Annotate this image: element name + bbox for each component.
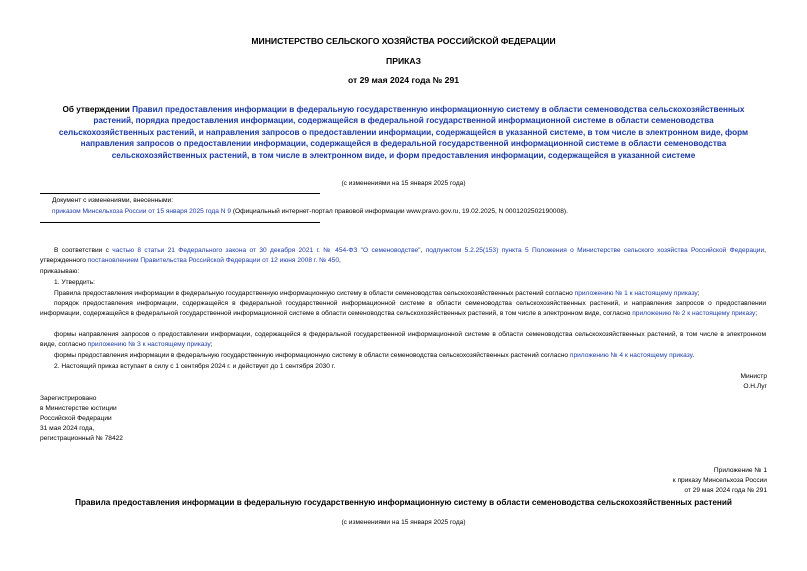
item-2: 2. Настоящий приказ вступает в силу с 1 сентября 2024 г. и действует до 1 сентября 2030 г. xyxy=(54,363,336,370)
item-request-forms xyxy=(40,330,766,351)
signature-position: Министр xyxy=(740,373,767,380)
item-rules xyxy=(40,289,766,299)
item-info-forms-end: . xyxy=(692,352,695,359)
item-info-forms xyxy=(40,351,766,361)
divider-bottom xyxy=(40,222,320,223)
registration-line-4: 31 мая 2024 года, xyxy=(40,425,95,432)
item-procedure-end: ; xyxy=(755,310,758,318)
appendix-line-1: Приложение № 1 xyxy=(713,467,767,474)
item-rules-text: Правила предоставления информации в федеральную государственную информационную систему в области семеноводства сельскохозяйственных растений согласно xyxy=(54,290,575,297)
appendix-caption xyxy=(673,466,767,496)
law-link[interactable]: частью 8 статьи 21 Федерального закона от 30 декабря 2021 г. № 454-ФЗ "О семеноводстве" xyxy=(112,247,421,254)
appendix-title: Правила предоставления информации в федеральную государственную информационную систему в области семеноводства сельскохозяйственных растений xyxy=(75,498,732,507)
amendments-label: Документ с изменениями, внесенными: xyxy=(52,197,174,204)
item-request-forms-end: ; xyxy=(210,341,213,349)
appendix-4-link[interactable]: приложению № 4 к настоящему приказу xyxy=(569,352,693,359)
item-rules-end: ; xyxy=(697,290,700,297)
title-prefix: Об утверждении xyxy=(62,105,133,114)
appendix-changes-note: (с изменениями на 15 января 2025 года) xyxy=(341,519,466,526)
amendment-link[interactable]: приказом Минсельхоза России от 15 января 2025 года N 9 xyxy=(52,208,232,215)
registration-line-3: Российской Федерации xyxy=(40,415,112,422)
preamble-text-1: В соответствии с xyxy=(54,247,113,254)
registration-line-1: Зарегистрировано xyxy=(40,395,97,402)
amendment-source: (Официальный интернет-портал правовой информации www.pravo.gov.ru, 19.02.2025, N 0001202502190008). xyxy=(231,208,568,215)
item-info-forms-text: формы предоставления информации в федеральную государственную информационную систему в области семеноводства сельскохозяйственных растений согласно xyxy=(54,352,570,359)
preamble-paragraph xyxy=(40,246,766,267)
changes-note: (с изменениями на 15 января 2025 года) xyxy=(341,180,466,187)
registration-line-5: регистрационный № 78422 xyxy=(40,435,123,442)
title-link[interactable]: Правил предоставления информации в федеральную государственную информационную систему в области семеноводства сельскохозяйственных растений, порядка предоставления информации, содержащейся в федеральной государственной информационной системе в области семеноводства сельскохозяйственных растений, и направления запросов о предоставлении информации, содержащейся в указанной системе, в том числе в электронном виде, форм направления запросов о предоставлении информации, содержащейся в федеральной государственной информационной системе в области семеноводства сельскохозяйственных растений, в том числе в электронном виде, и форм предоставления информации, содержащейся в указанной системе xyxy=(58,105,749,160)
item-procedure-text: порядок предоставления информации, содержащейся в федеральной государственной информационной системе в области семеноводства сельскохозяйственных растений, и направления запросов о предоставлении информации, содержащейся в федеральной государственной информационной системе в области семеноводства сельскохозяйственных растений, в том числе в электронном виде, согласно xyxy=(40,300,766,318)
order-heading: ПРИКАЗ xyxy=(386,56,421,66)
preamble-text-4: , xyxy=(339,257,341,265)
appendix-1-link[interactable]: приложению № 1 к настоящему приказу xyxy=(574,290,698,297)
signature-name: О.Н.Луг xyxy=(743,383,767,390)
decree-link[interactable]: постановлением Правительства Российской Федерации от 12 июня 2008 г. № 450 xyxy=(87,257,339,265)
appendix-3-link[interactable]: приложению № 3 к настоящему приказу xyxy=(87,341,211,349)
registration-block xyxy=(40,394,123,444)
appendix-2-link[interactable]: приложению № 2 к настоящему приказу xyxy=(632,310,756,318)
orders-word: приказываю: xyxy=(40,268,80,275)
preamble-text-2: , xyxy=(420,247,426,254)
amendments-line xyxy=(52,207,568,217)
registration-line-2: в Министерстве юстиции xyxy=(40,405,117,412)
appendix-line-2: к приказу Минсельхоза России xyxy=(672,477,767,484)
item-1: 1. Утвердить: xyxy=(54,279,95,286)
order-date: от 29 мая 2024 года № 291 xyxy=(347,75,460,85)
appendix-line-3: от 29 мая 2024 года № 291 xyxy=(684,487,767,494)
ministry-heading: МИНИСТЕРСТВО СЕЛЬСКОГО ХОЗЯЙСТВА РОССИЙСКОЙ ФЕДЕРАЦИИ xyxy=(251,36,556,46)
preamble-text-3: , утвержденного xyxy=(40,247,767,265)
divider-top xyxy=(40,193,320,194)
item-request-forms-text: формы направления запросов о предоставлении информации, содержащейся в федеральной государственной информационной системе в области семеноводства сельскохозяйственных растений, в том числе в электронном виде, согласно xyxy=(40,331,766,349)
item-procedure xyxy=(40,299,766,320)
regulation-link[interactable]: подпунктом 5.2.25(153) пункта 5 Положения о Министерстве сельского хозяйства Российской Федерации xyxy=(425,247,765,254)
document-title xyxy=(46,104,761,161)
